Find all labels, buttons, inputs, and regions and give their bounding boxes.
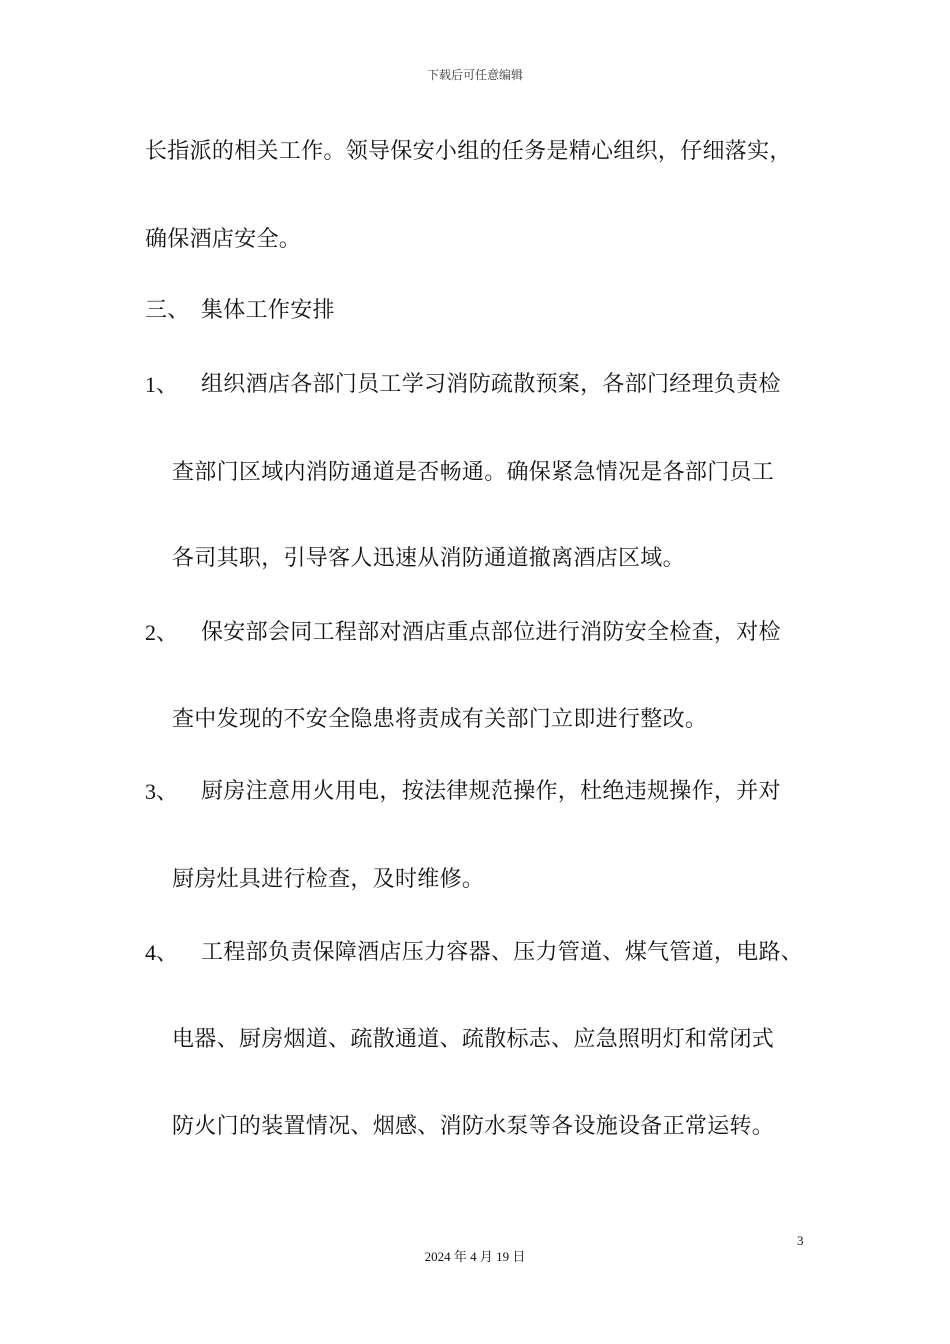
item-3-number: 3、 — [145, 779, 179, 804]
item-3-line-1: 厨房注意用火用电，按法律规范操作，杜绝违规操作，并对 — [201, 779, 781, 804]
section-number: 三、 — [145, 298, 190, 323]
item-1-line-1: 组织酒店各部门员工学习消防疏散预案，各部门经理负责检 — [201, 372, 781, 397]
footer-date: 2024 年 4 月 19 日 — [424, 1249, 526, 1264]
item-2-line-2: 查中发现的不安全隐患将责成有关部门立即进行整改。 — [172, 707, 708, 732]
item-4-number: 4、 — [145, 940, 179, 965]
intro-line-1: 长指派的相关工作。领导保安小组的任务是精心组织，仔细落实， — [145, 139, 792, 164]
item-2-line-1: 保安部会同工程部对酒店重点部位进行消防安全检查，对检 — [201, 620, 781, 645]
intro-line-2: 确保酒店安全。 — [145, 227, 302, 252]
header-note: 下载后可任意编辑 — [426, 68, 523, 82]
item-4-line-3: 防火门的装置情况、烟感、消防水泵等各设施设备正常运转。 — [172, 1114, 775, 1139]
item-4-line-1: 工程部负责保障酒店压力容器、压力管道、煤气管道，电路、 — [201, 940, 804, 965]
item-1-line-2: 查部门区域内消防通道是否畅通。确保紧急情况是各部门员工 — [172, 460, 775, 485]
item-4-line-2: 电器、厨房烟道、疏散通道、疏散标志、应急照明灯和常闭式 — [172, 1027, 775, 1052]
item-3-line-2: 厨房灶具进行检查，及时维修。 — [172, 867, 485, 892]
item-2-number: 2、 — [145, 620, 179, 645]
item-1-line-3: 各司其职，引导客人迅速从消防通道撤离酒店区域。 — [172, 546, 685, 571]
page-number: 3 — [797, 1233, 804, 1248]
section-title: 集体工作安排 — [201, 298, 335, 323]
item-1-number: 1、 — [145, 372, 179, 397]
